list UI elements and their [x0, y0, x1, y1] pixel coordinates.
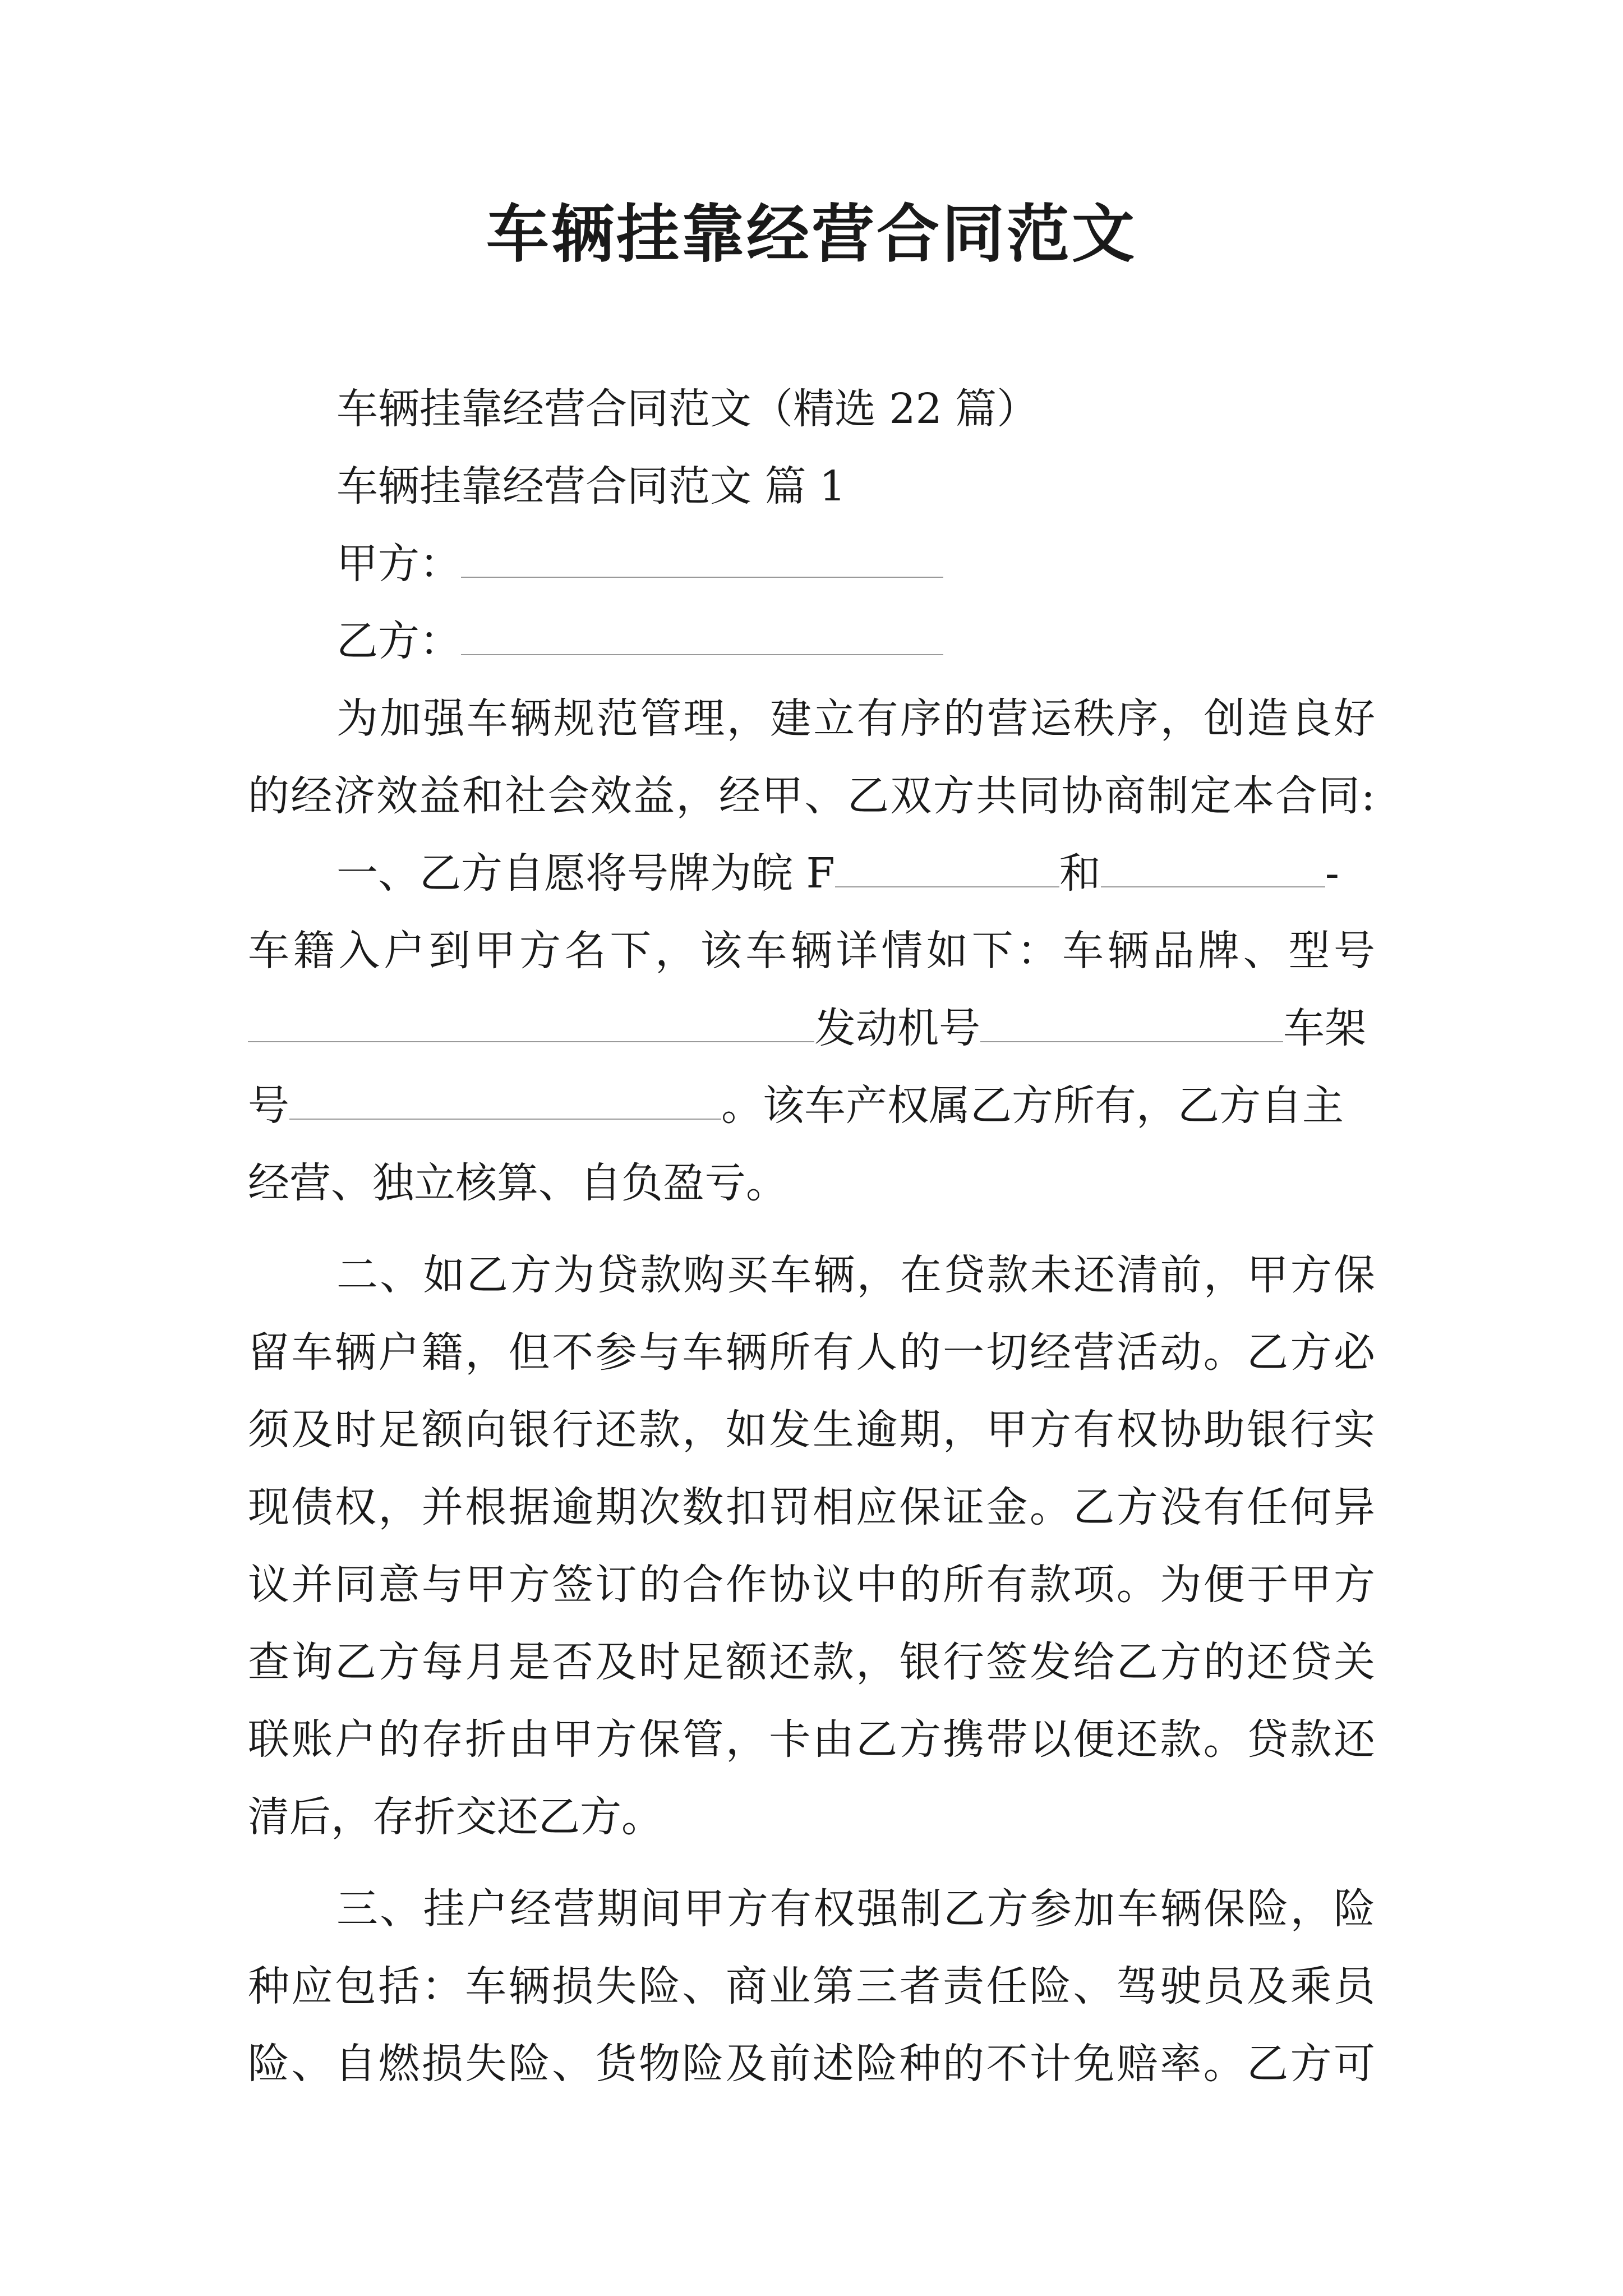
- clause-1-text: 号: [248, 1082, 289, 1130]
- clause-1-line: [248, 1067, 1375, 1144]
- party-b-blank[interactable]: [461, 614, 943, 655]
- clause-1-text: 。该车产权属乙方所有，乙方自主: [721, 1082, 1344, 1130]
- chassis-number-blank[interactable]: [289, 1078, 721, 1120]
- clause-3-line: 险、自燃损失险、货物险及前述险种的不计免赔率。乙方可: [248, 2040, 1375, 2088]
- party-a-line: [248, 525, 1375, 602]
- party-a-blank[interactable]: [461, 536, 943, 578]
- clause-2-line: 查询乙方每月是否及时足额还款，银行签发给乙方的还贷关: [248, 1638, 1375, 1686]
- party-a-label: 甲方：: [336, 540, 461, 588]
- clause-1-line: [248, 835, 1375, 912]
- clause-2-line: 留车辆户籍，但不参与车辆所有人的一切经营活动。乙方必: [248, 1328, 1375, 1377]
- clause-2-line: 现债权，并根据逾期次数扣罚相应保证金。乙方没有任何异: [248, 1483, 1375, 1531]
- clause-1-line: 车籍入户到甲方名下，该车辆详情如下：车辆品牌、型号: [248, 927, 1375, 975]
- subtitle: 车辆挂靠经营合同范文（精选 22 篇）: [336, 385, 1039, 433]
- clause-2-line: 清后，存折交还乙方。: [248, 1793, 663, 1841]
- clause-3-line: 种应包括：车辆损失险、商业第三者责任险、驾驶员及乘员: [248, 1962, 1375, 2010]
- intro-line: 为加强车辆规范管理，建立有序的营运秩序，创造良好: [336, 694, 1375, 743]
- section-heading: 车辆挂靠经营合同范文 篇 1: [336, 462, 846, 510]
- clause-2-line: 二、如乙方为贷款购买车辆，在贷款未还清前，甲方保: [336, 1251, 1375, 1299]
- document-body: [248, 370, 1375, 2102]
- clause-1-text: 和: [1059, 849, 1101, 898]
- clause-1-line: 经营、独立核算、自负盈亏。: [248, 1159, 787, 1207]
- party-b-label: 乙方：: [336, 617, 461, 665]
- party-b-line: [248, 602, 1375, 680]
- plate-blank-2[interactable]: [1101, 846, 1325, 887]
- plate-blank-1[interactable]: [835, 846, 1059, 887]
- clause-1-text: 一、乙方自愿将号牌为皖 F: [336, 849, 835, 898]
- clause-2-line: 须及时足额向银行还款，如发生逾期，甲方有权协助银行实: [248, 1406, 1375, 1454]
- intro-line: 的经济效益和社会效益，经甲、乙双方共同协商制定本合同:: [248, 772, 1375, 820]
- clause-1-line: [248, 990, 1375, 1067]
- document-title: 车辆挂靠经营合同范文: [486, 198, 1137, 271]
- clause-1-text: 车架: [1283, 1004, 1366, 1052]
- clause-3-line: 三、挂户经营期间甲方有权强制乙方参加车辆保险，险: [336, 1885, 1375, 1933]
- clause-1-text: -: [1325, 849, 1339, 898]
- clause-1-text: 发动机号: [814, 1004, 980, 1052]
- engine-number-blank[interactable]: [980, 1001, 1283, 1042]
- clause-2-line: 议并同意与甲方签订的合作协议中的所有款项。为便于甲方: [248, 1561, 1375, 1609]
- vehicle-model-blank[interactable]: [248, 1001, 814, 1042]
- clause-2-line: 联账户的存折由甲方保管，卡由乙方携带以便还款。贷款还: [248, 1715, 1375, 1764]
